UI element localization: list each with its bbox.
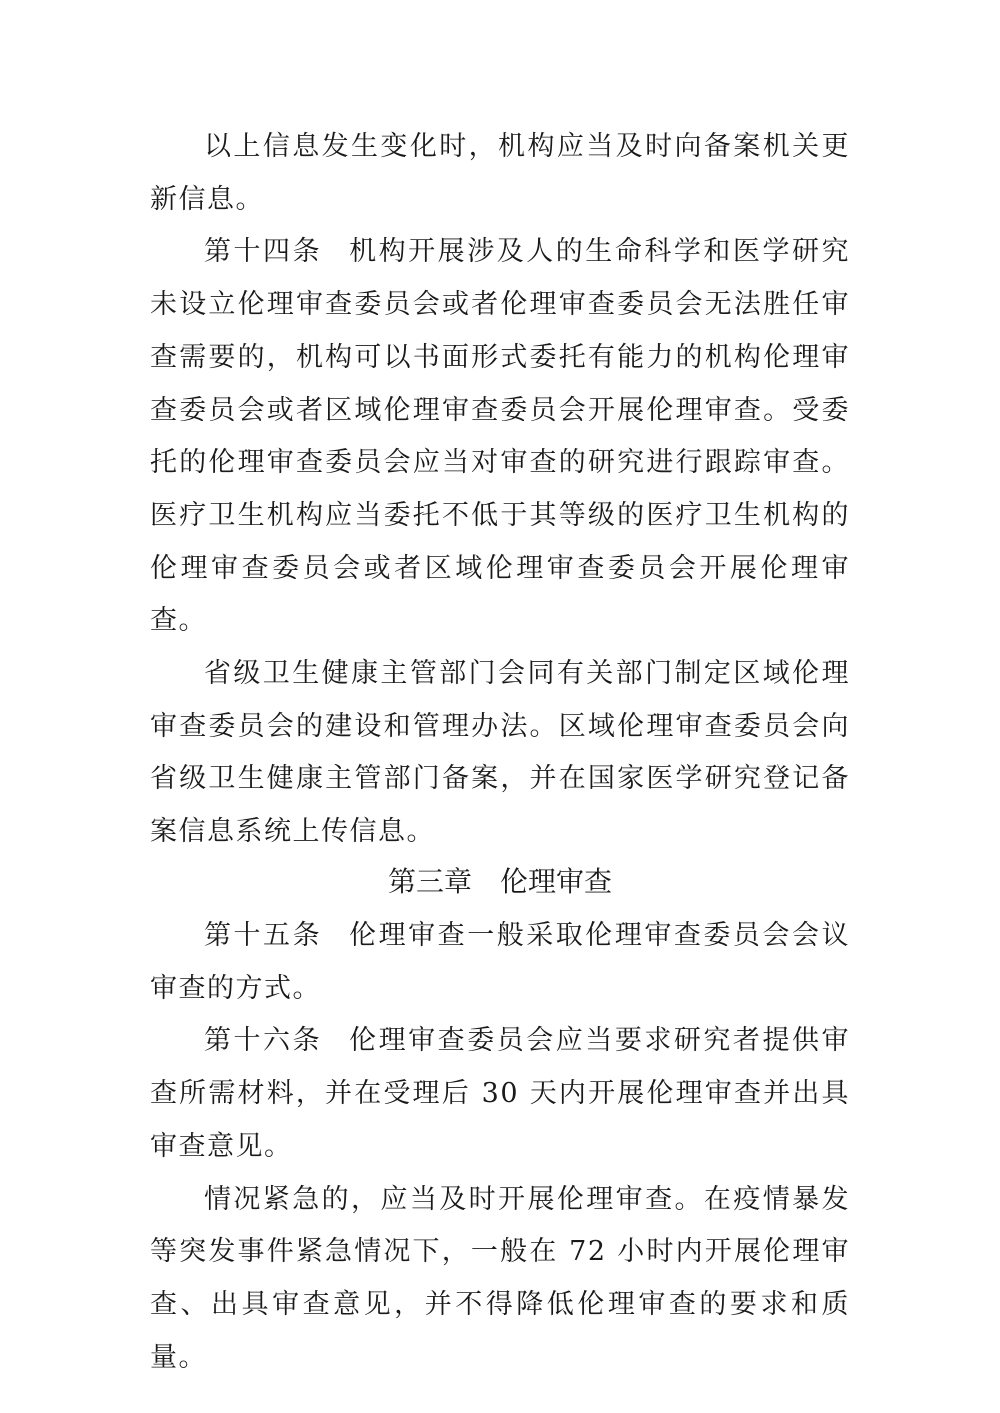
paragraph-info-update	[150, 121, 850, 226]
article-text: 机构开展涉及人的生命科学和医学研究未设立伦理审查委员会或者伦理审查委员会无法胜任审查需要的，机构可以书面形式委托有能力的机构伦理审查委员会或者区域伦理审查委员会开展伦理审查。受委托的伦理审查委员会应当对审查的研究进行跟踪审查。医疗卫生机构应当委托不低于其等级的医疗卫生机构的伦理审查委员会或者区域伦理审查委员会开展伦理审查。	[150, 236, 851, 637]
article-text: 伦理审查委员会应当要求研究者提供审查所需材料，并在受理后 30 天内开展伦理审查并出具审查意见。	[150, 1025, 851, 1162]
article-label: 第十四条	[204, 236, 323, 268]
paragraph-text: 以上信息发生变化时，机构应当及时向备案机关更新信息。	[150, 131, 850, 215]
chapter-number: 第三章	[387, 865, 472, 898]
article-text: 伦理审查一般采取伦理审查委员会会议审查的方式。	[150, 920, 851, 1004]
paragraph-regional-committee	[150, 648, 850, 859]
section-upper	[150, 121, 850, 859]
chapter-title: 伦理审查	[500, 865, 613, 898]
section-lower	[150, 910, 850, 1384]
paragraph-text: 省级卫生健康主管部门会同有关部门制定区域伦理审查委员会的建设和管理办法。区域伦理审查委员会向省级卫生健康主管部门备案，并在国家医学研究登记备案信息系统上传信息。	[150, 658, 850, 848]
paragraph-text: 情况紧急的，应当及时开展伦理审查。在疫情暴发等突发事件紧急情况下，一般在 72 小时内开展伦理审查、出具审查意见，并不得降低伦理审查的要求和质量。	[150, 1183, 850, 1373]
article-label: 第十六条	[204, 1025, 323, 1057]
paragraph-emergency	[150, 1174, 850, 1385]
article-label: 第十五条	[204, 920, 323, 951]
article-16	[150, 1015, 850, 1173]
article-15	[150, 910, 850, 1015]
article-14	[150, 226, 850, 648]
chapter-heading	[0, 860, 1000, 904]
